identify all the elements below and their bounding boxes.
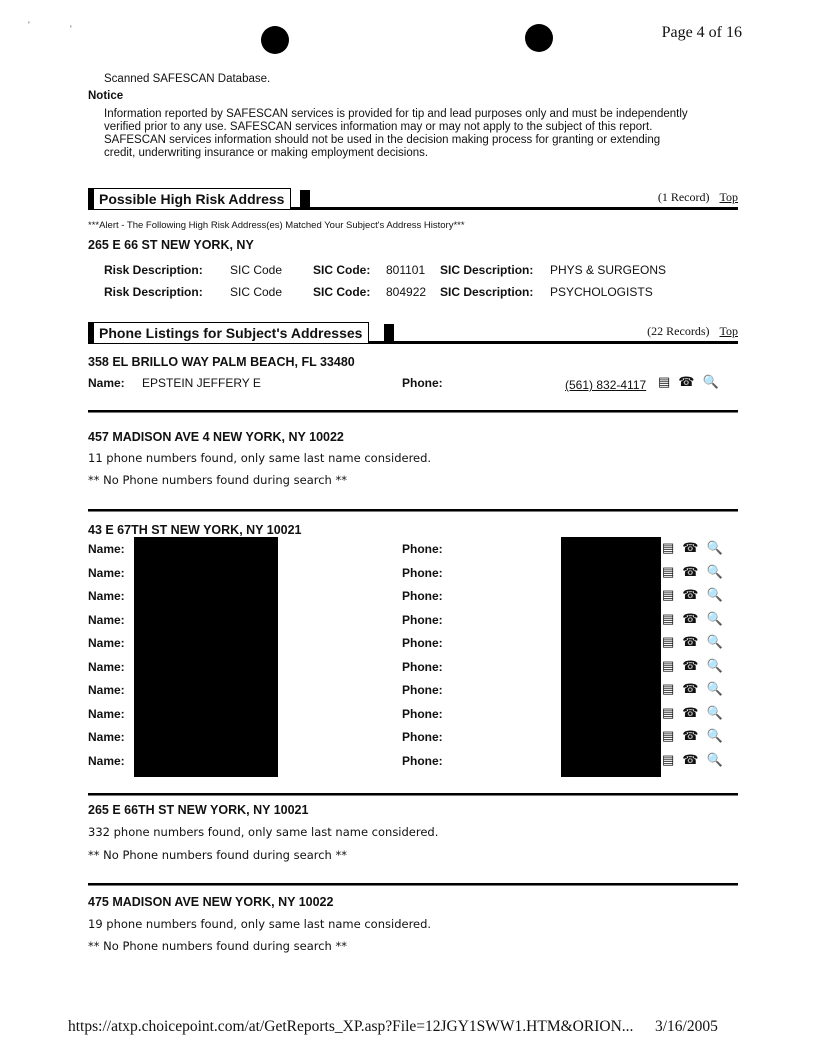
phone-number-link[interactable]: (561) 832-4117 (565, 378, 647, 392)
listing-icons (662, 752, 731, 768)
name-label: Name: (88, 683, 125, 697)
report-icon[interactable]: ▤ (662, 540, 683, 555)
sic-code: 804922 (386, 285, 427, 299)
sic-code-label: SIC Code: (313, 263, 371, 277)
magnifier-icon[interactable]: 🔍 (706, 610, 731, 626)
name-label: Name: (88, 542, 125, 556)
record-count (658, 190, 738, 205)
binder-hole (525, 24, 553, 52)
name-label: Name: (88, 753, 125, 768)
phone-label: Phone: (402, 542, 443, 556)
phone-label: Phone: (402, 589, 443, 603)
listing-icons (662, 611, 731, 627)
name-label: Name: (88, 589, 125, 603)
notice-line: SAFESCAN services information should not be used in the decision making process for granting or extending (104, 134, 661, 146)
report-icon[interactable]: ▤ (662, 657, 683, 673)
listing-icons (658, 374, 727, 390)
footer-date: 3/16/2005 (655, 1018, 718, 1035)
page-number: Page 4 of 16 (661, 24, 742, 41)
intro-text: Scanned SAFESCAN Database. (104, 73, 271, 85)
risk-desc-label: Risk Description: (104, 263, 203, 277)
name-label: Name: (88, 730, 125, 744)
phone-label: Phone: (402, 659, 443, 674)
magnifier-icon[interactable]: 🔍 (706, 704, 731, 720)
phone-label: Phone: (402, 753, 443, 768)
listing-icons (662, 728, 731, 744)
notice-line: verified prior to any use. SAFESCAN services information may or may not apply to the subject of this report. (104, 121, 653, 133)
section-title-cap (384, 324, 394, 344)
magnifier-icon[interactable]: 🔍 (706, 728, 731, 743)
no-results-text: ** No Phone numbers found during search ** (88, 848, 347, 862)
notice-heading: Notice (88, 90, 124, 102)
phone-label: Phone: (402, 376, 443, 390)
listing-icons (662, 634, 731, 650)
binder-hole (261, 26, 289, 54)
block-divider (88, 509, 738, 512)
phone-label: Phone: (402, 683, 443, 697)
scan-mark: ' (28, 20, 30, 30)
phone-label: Phone: (402, 565, 443, 580)
listing-address: 265 E 66TH ST NEW YORK, NY 10021 (88, 803, 309, 817)
phone-label: Phone: (402, 706, 443, 721)
name-label: Name: (88, 376, 125, 390)
phone-label: Phone: (402, 730, 443, 744)
listing-address: 457 MADISON AVE 4 NEW YORK, NY 10022 (88, 430, 344, 444)
listing-icons (662, 658, 731, 674)
listing-icons (662, 681, 731, 697)
telephone-icon[interactable]: ☎ (682, 563, 707, 579)
notice-line: Information reported by SAFESCAN services is provided for tip and lead purposes only and must be independently (104, 108, 688, 120)
listing-address: 475 MADISON AVE NEW YORK, NY 10022 (88, 895, 334, 909)
record-count-text: (1 Record) (657, 190, 710, 204)
top-link[interactable]: Top (719, 324, 738, 338)
found-count-text: 332 phone numbers found, only same last name considered. (88, 825, 439, 839)
notice-line: credit, underwriting insurance or making employment decisions. (104, 147, 429, 159)
risk-address: 265 E 66 ST NEW YORK, NY (88, 238, 254, 252)
phone-label: Phone: (402, 636, 443, 650)
report-icon[interactable]: ▤ (662, 728, 683, 743)
no-results-text: ** No Phone numbers found during search ** (88, 939, 347, 953)
phone-listings-section-header (88, 322, 738, 344)
block-divider (88, 793, 738, 796)
listing-icons (662, 705, 731, 721)
magnifier-icon[interactable]: 🔍 (706, 751, 731, 767)
telephone-icon[interactable]: ☎ (682, 704, 707, 720)
name-label: Name: (88, 706, 125, 721)
magnifier-icon[interactable]: 🔍 (706, 540, 731, 555)
sic-code-label: SIC Code: (313, 285, 371, 299)
risk-desc-label: Risk Description: (104, 285, 203, 299)
listing-icons (662, 587, 731, 603)
telephone-icon[interactable]: ☎ (682, 634, 707, 649)
phone-label: Phone: (402, 612, 443, 627)
sic-desc: PSYCHOLOGISTS (550, 285, 653, 299)
notice-body (104, 108, 688, 160)
report-icon[interactable]: ▤ (662, 610, 683, 626)
magnifier-icon[interactable]: 🔍 (706, 563, 731, 579)
telephone-icon[interactable]: ☎ (682, 681, 707, 696)
name-label: Name: (88, 636, 125, 650)
magnifier-icon[interactable]: 🔍 (706, 587, 731, 602)
report-icon[interactable]: ▤ (662, 563, 683, 579)
report-icon[interactable]: ▤ (662, 681, 683, 696)
risk-desc-value: SIC Code (230, 263, 283, 277)
listing-icons (662, 564, 731, 580)
sic-desc: PHYS & SURGEONS (550, 263, 667, 277)
record-count-text: (22 Records) (647, 324, 710, 338)
record-count (647, 324, 738, 339)
alert-text: ***Alert - The Following High Risk Address(es) Matched Your Subject's Address History*** (88, 220, 465, 231)
telephone-icon[interactable]: ☎ (682, 728, 707, 743)
telephone-icon[interactable]: ☎ (682, 610, 707, 626)
listing-address: 358 EL BRILLO WAY PALM BEACH, FL 33480 (88, 355, 355, 369)
redacted-names (134, 537, 278, 777)
high-risk-section-header (88, 188, 738, 210)
risk-desc-value: SIC Code (230, 285, 283, 299)
magnifier-icon[interactable]: 🔍 (702, 374, 727, 389)
telephone-icon[interactable]: ☎ (682, 657, 707, 673)
report-icon[interactable]: ▤ (662, 704, 683, 720)
section-title: Phone Listings for Subject's Addresses (88, 322, 369, 344)
telephone-icon[interactable]: ☎ (682, 587, 707, 602)
listing-name: EPSTEIN JEFFERY E (142, 376, 261, 390)
name-label: Name: (88, 612, 125, 627)
report-icon[interactable]: ▤ (662, 751, 683, 767)
footer-url: https://atxp.choicepoint.com/at/GetReports_XP.asp?File=12JGY1SWW1.HTM&ORION... (68, 1018, 634, 1035)
listing-icons (662, 540, 731, 556)
report-icon[interactable]: ▤ (658, 374, 679, 389)
name-label: Name: (88, 659, 125, 674)
name-label: Name: (88, 565, 125, 580)
no-results-text: ** No Phone numbers found during search ** (88, 473, 347, 487)
telephone-icon[interactable]: ☎ (682, 540, 707, 555)
sic-desc-label: SIC Description: (440, 285, 534, 299)
redacted-phones (561, 537, 661, 777)
magnifier-icon[interactable]: 🔍 (706, 681, 731, 696)
telephone-icon[interactable]: ☎ (682, 751, 707, 767)
telephone-icon[interactable]: ☎ (678, 374, 703, 389)
section-title-cap (300, 190, 310, 210)
sic-code: 801101 (386, 263, 426, 277)
magnifier-icon[interactable]: 🔍 (706, 657, 731, 673)
found-count-text: 19 phone numbers found, only same last name considered. (88, 917, 432, 931)
block-divider (88, 410, 738, 413)
section-title: Possible High Risk Address (88, 188, 291, 210)
sic-desc-label: SIC Description: (440, 263, 534, 277)
scan-mark: ' (70, 24, 72, 34)
magnifier-icon[interactable]: 🔍 (706, 634, 731, 649)
report-icon[interactable]: ▤ (662, 634, 683, 649)
block-divider (88, 883, 738, 886)
top-link[interactable]: Top (719, 190, 738, 204)
listing-address: 43 E 67TH ST NEW YORK, NY 10021 (88, 523, 302, 537)
found-count-text: 11 phone numbers found, only same last name considered. (88, 451, 432, 465)
report-icon[interactable]: ▤ (662, 587, 683, 602)
